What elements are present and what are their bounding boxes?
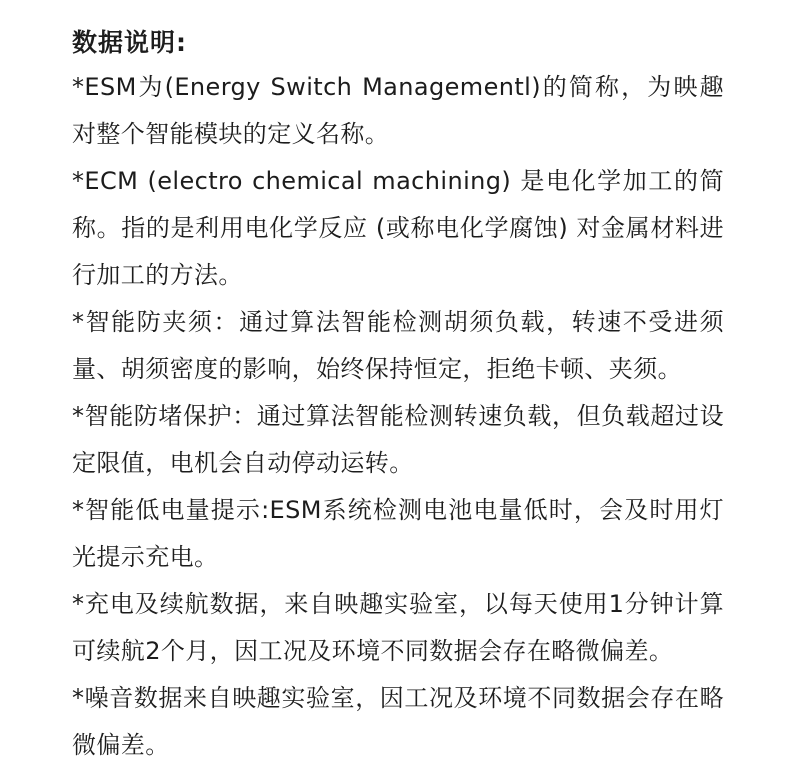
data-description-document: [72, 22, 724, 769]
note-ecm: *ECM (electro chemical machining) 是电化学加工的简称。指的是利用电化学反应 (或称电化学腐蚀) 对金属材料进行加工的方法。: [72, 167, 724, 289]
note-battery-life: *充电及续航数据，来自映趣实验室，以每天使用1分钟计算可续航2个月，因工况及环境不同数据会存在略微偏差。: [72, 590, 724, 665]
note-anti-clog: *智能防堵保护：通过算法智能检测转速负载，但负载超过设定限值，电机会自动停动运转。: [72, 402, 724, 477]
note-low-battery: *智能低电量提示:ESM系统检测电池电量低时，会及时用灯光提示充电。: [72, 496, 724, 571]
note-anti-pinch: *智能防夹须：通过算法智能检测胡须负载，转速不受进须量、胡须密度的影响，始终保持恒定，拒绝卡顿、夹须。: [72, 308, 724, 383]
document-title: 数据说明:: [72, 28, 187, 57]
note-esm: *ESM为(Energy Switch Managementl)的简称，为映趣对整个智能模块的定义名称。: [72, 73, 724, 148]
notes-list: [72, 64, 724, 769]
note-noise: *噪音数据来自映趣实验室，因工况及环境不同数据会存在略微偏差。: [72, 684, 724, 759]
